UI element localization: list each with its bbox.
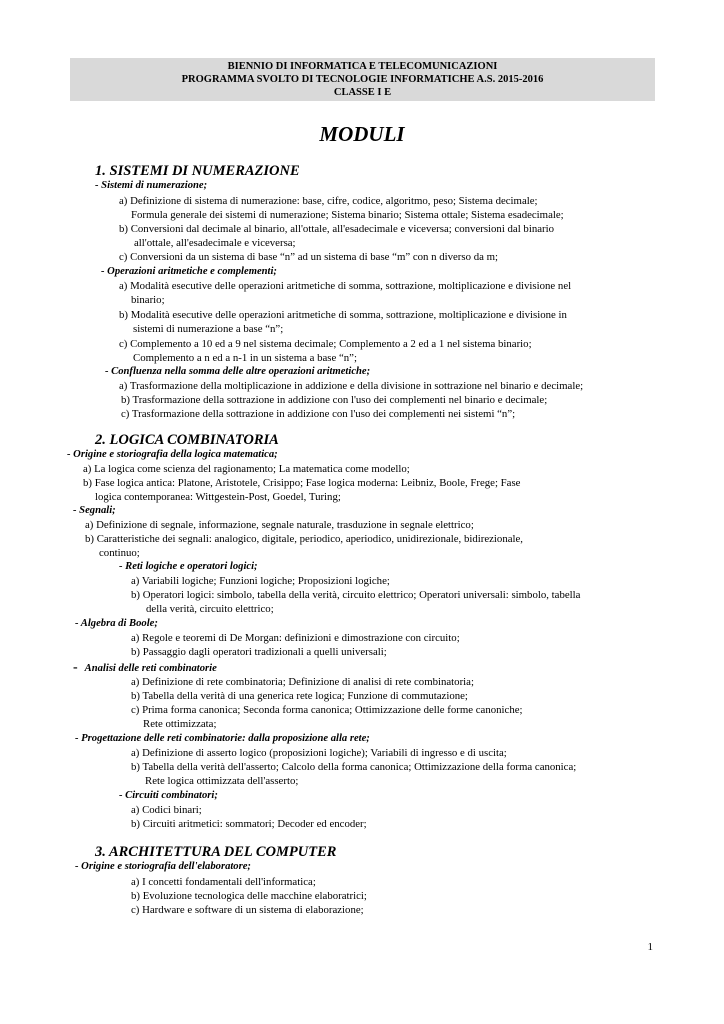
list-item: a) I concetti fondamentali dell'informatica;: [131, 876, 316, 888]
document-header: [70, 58, 655, 101]
list-item: c) Conversioni da un sistema di base “n” ad un sistema di base “m” con n diverso da m;: [119, 251, 498, 263]
list-item: all'ottale, all'esadecimale e viceversa;: [134, 237, 296, 249]
list-item: b) Passaggio dagli operatori tradizionali a quelli universali;: [131, 646, 387, 658]
section-2-sub-2: - Segnali;: [73, 505, 116, 516]
section-2-sub-5: [73, 660, 217, 676]
list-item: b) Caratteristiche dei segnali: analogico, digitale, periodico, aperiodico, unidirezionale, bidirezionale,: [85, 533, 524, 545]
section-2-sub-1: - Origine e storiografia della logica matematica;: [67, 449, 278, 460]
section-2-sub-7: - Circuiti combinatori;: [119, 790, 218, 801]
list-item: binario;: [131, 294, 165, 306]
section-3-heading: 3. ARCHITETTURA DEL COMPUTER: [95, 844, 337, 860]
list-item: a) Modalità esecutive delle operazioni aritmetiche di somma, sottrazione, moltiplicazione e divisione nel: [119, 280, 572, 292]
section-2-sub-3: - Reti logiche e operatori logici;: [119, 561, 258, 572]
list-item: c) Prima forma canonica; Seconda forma canonica; Ottimizzazione delle forme canoniche;: [131, 704, 523, 716]
list-item: a) Definizione di asserto logico (proposizioni logiche); Variabili di ingresso e di uscita;: [131, 747, 507, 759]
list-item: logica contemporanea: Wittgestein-Post, Goedel, Turing;: [95, 491, 341, 503]
list-item: b) Modalità esecutive delle operazioni aritmetiche di somma, sottrazione, moltiplicazione e divisione in: [119, 309, 567, 321]
list-item: Rete ottimizzata;: [143, 718, 217, 730]
header-line-1: BIENNIO DI INFORMATICA E TELECOMUNICAZIONI: [227, 61, 498, 72]
section-3-sub-1: - Origine e storiografia dell'elaboratore;: [75, 861, 251, 872]
list-item: b) Evoluzione tecnologica delle macchine elaboratrici;: [131, 890, 367, 902]
section-2-sub-5-label: Analisi delle reti combinatorie: [84, 663, 217, 674]
page-number: 1: [647, 941, 653, 953]
list-item: a) Variabili logiche; Funzioni logiche; Proposizioni logiche;: [131, 575, 390, 587]
list-item: b) Tabella della verità dell'asserto; Calcolo della forma canonica; Ottimizzazione della forma canonica;: [131, 761, 577, 773]
list-item: c) Complemento a 10 ed a 9 nel sistema decimale; Complemento a 2 ed a 1 nel sistema binario;: [119, 338, 532, 350]
section-2-heading: 2. LOGICA COMBINATORIA: [95, 432, 279, 448]
list-item: b) Circuiti aritmetici: sommatori; Decoder ed encoder;: [131, 818, 367, 830]
section-1-sub-3: - Confluenza nella somma delle altre operazioni aritmetiche;: [105, 366, 371, 377]
list-item: continuo;: [99, 547, 140, 559]
list-item: b) Tabella della verità di una generica rete logica; Funzione di commutazione;: [131, 690, 468, 702]
list-item: a) Definizione di sistema di numerazione: base, cifre, codice, algoritmo, peso; Sistema decimale;: [119, 195, 538, 207]
list-item: sistemi di numerazione a base “n”;: [133, 323, 284, 335]
list-item: c) Hardware e software di un sistema di elaborazione;: [131, 904, 364, 916]
list-item: b) Conversioni dal decimale al binario, all'ottale, all'esadecimale e viceversa; conversioni dal binario: [119, 223, 555, 235]
list-item: della verità, circuito elettrico;: [146, 603, 274, 615]
list-item: Rete logica ottimizzata dell'asserto;: [145, 775, 299, 787]
section-2-sub-4: - Algebra di Boole;: [75, 618, 158, 629]
list-item: b) Operatori logici: simbolo, tabella della verità, circuito elettrico; Operatori universali: simbolo, tabella: [131, 589, 581, 601]
list-item: a) Trasformazione della moltiplicazione in addizione e della divisione in sottrazione nel binario e decimale;: [119, 380, 584, 392]
page-title: MODULI: [319, 122, 405, 146]
list-item: a) Definizione di rete combinatoria; Definizione di analisi di rete combinatoria;: [131, 676, 474, 688]
list-item: Complemento a n ed a n-1 in un sistema a base “n”;: [133, 352, 357, 364]
list-item: c) Trasformazione della sottrazione in addizione con l'uso dei complementi nei sistemi “n”;: [121, 408, 516, 420]
list-item: a) Regole e teoremi di De Morgan: definizioni e dimostrazione con circuito;: [131, 632, 460, 644]
list-item: Formula generale dei sistemi di numerazione; Sistema binario; Sistema ottale; Sistema esadecimale;: [131, 209, 564, 221]
list-item: a) Definizione di segnale, informazione, segnale naturale, trasduzione in segnale elettrico;: [85, 519, 474, 531]
list-item: b) Fase logica antica: Platone, Aristotele, Crisippo; Fase logica moderna: Leibniz, Boole, Frege; Fase: [83, 477, 521, 489]
section-2-sub-6: - Progettazione delle reti combinatorie: dalla proposizione alla rete;: [75, 733, 370, 744]
list-item: a) La logica come scienza del ragionamento; La matematica come modello;: [83, 463, 410, 475]
list-item: b) Trasformazione della sottrazione in addizione con l'uso dei complementi nel binario e decimale;: [121, 394, 548, 406]
header-line-3: CLASSE I E: [333, 87, 392, 98]
section-1-sub-1: - Sistemi di numerazione;: [95, 180, 208, 191]
header-line-2: PROGRAMMA SVOLTO DI TECNOLOGIE INFORMATICHE A.S. 2015-2016: [181, 74, 544, 85]
list-item: a) Codici binari;: [131, 804, 202, 816]
section-1-heading: 1. SISTEMI DI NUMERAZIONE: [95, 163, 300, 179]
dash: -: [73, 660, 78, 675]
section-1-sub-2: - Operazioni aritmetiche e complementi;: [101, 266, 277, 277]
